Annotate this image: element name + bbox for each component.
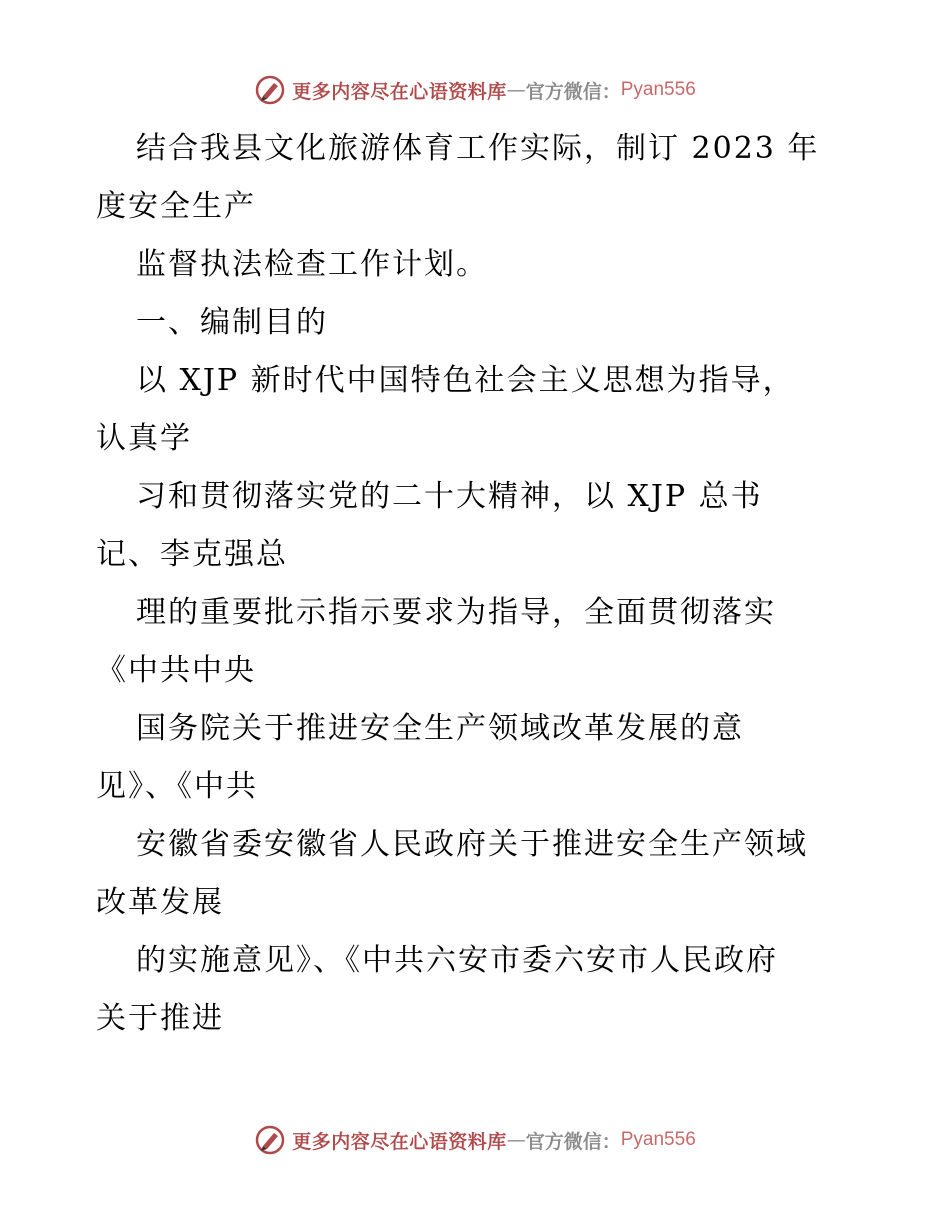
text-line: 改革发展	[96, 885, 224, 920]
text-line: 的实施意见》、《中共六安市委六安市人民政府	[136, 943, 778, 978]
watermark-separator: —	[506, 79, 526, 101]
text-line: 习和贯彻落实党的二十大精神，以 XJP 总书	[136, 479, 763, 514]
watermark-handle: Pyan556	[620, 1129, 696, 1150]
watermark-main-text: 更多内容尽在心语资料库	[292, 80, 507, 103]
section-heading: 一、编制目的	[136, 305, 328, 340]
text-line: 见》、《中共	[96, 769, 258, 804]
watermark-main-text: 更多内容尽在心语资料库	[292, 1130, 507, 1153]
watermark-sub-text: 官方微信：	[525, 1130, 621, 1153]
text-line: 理的重要批示指示要求为指导，全面贯彻落实	[136, 595, 776, 630]
watermark-footer	[0, 1120, 950, 1160]
watermark-sub-text: 官方微信：	[525, 80, 621, 103]
pen-logo-icon	[254, 1124, 286, 1156]
text-line: 关于推进	[96, 1001, 224, 1036]
text-line: 度安全生产	[96, 189, 256, 224]
watermark-header	[0, 70, 950, 110]
text-line: 《中共中央	[96, 653, 256, 688]
text-line: 以 XJP 新时代中国特色社会主义思想为指导，	[136, 363, 795, 398]
pen-logo-icon	[254, 74, 286, 106]
text-line: 国务院关于推进安全生产领域改革发展的意	[136, 711, 744, 746]
text-line: 结合我县文化旅游体育工作实际，制订 2023 年	[136, 131, 820, 166]
text-line: 认真学	[96, 421, 192, 456]
text-line: 监督执法检查工作计划。	[136, 247, 488, 282]
text-line: 记、李克强总	[96, 537, 288, 572]
watermark-separator: —	[506, 1129, 526, 1151]
document-body	[96, 120, 866, 1048]
watermark-handle: Pyan556	[620, 79, 696, 100]
text-line: 安徽省委安徽省人民政府关于推进安全生产领域	[136, 827, 808, 862]
